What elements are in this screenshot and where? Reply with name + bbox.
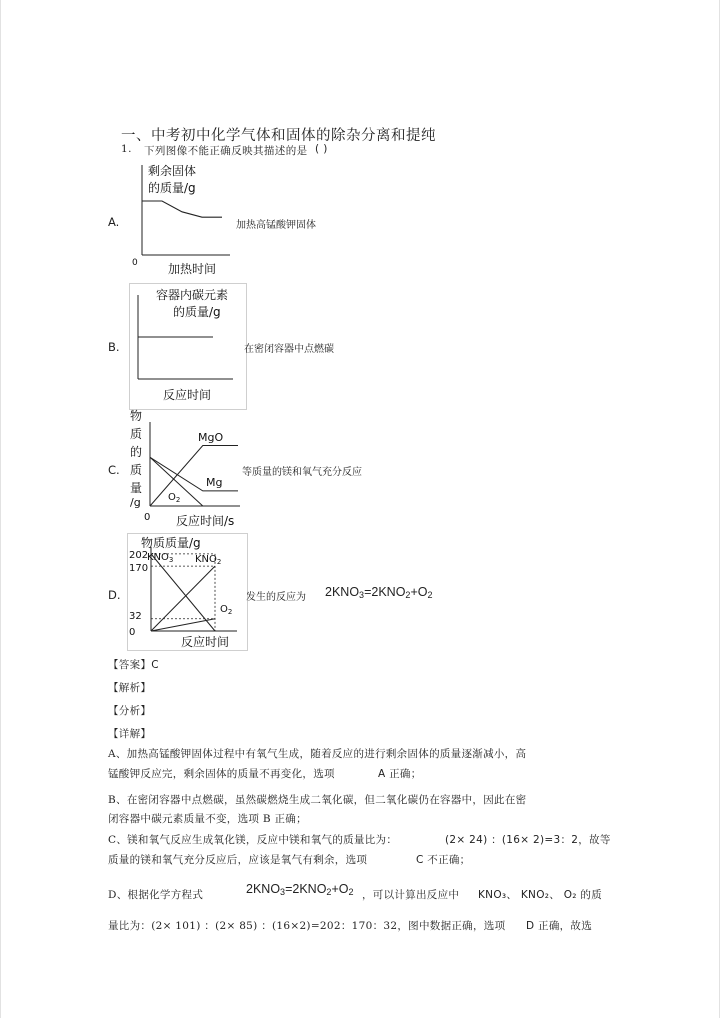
- chart-c: [124, 408, 248, 532]
- option-d-equation: $2KNO_3=2KNO_2+O_2$: [325, 585, 433, 600]
- explanation-d-species: KNO₃、 KNO₂、 O₂ 的质: [478, 889, 603, 901]
- question-paren: ( ): [315, 143, 328, 155]
- option-c-letter: C.: [108, 463, 120, 477]
- chart-c-ylabel-5: 量: [130, 481, 143, 495]
- chart-d-line-kno3: [151, 554, 215, 631]
- chart-b: [129, 283, 245, 408]
- chart-d-ytick-32: 32: [129, 611, 142, 622]
- explanation-d-equation: $2KNO_3=2KNO_2+O_2$: [246, 882, 354, 897]
- chart-d-line-kno2: [151, 566, 215, 631]
- option-c-description: 等质量的镁和氧气充分反应: [242, 467, 362, 478]
- chart-c-ylabel-6: /g: [130, 496, 141, 509]
- chart-c-label-mgo: MgO: [198, 431, 224, 444]
- chart-c-xlabel: 反应时间/s: [176, 514, 235, 528]
- chart-d-label-kno3: $KNO_3$: [147, 552, 174, 564]
- chart-c-line-mg: [150, 457, 238, 491]
- chart-d-origin: 0: [129, 627, 136, 638]
- chart-a-xlabel: 加热时间: [168, 262, 217, 276]
- chart-d-ylabel: 物质质量/g: [141, 536, 201, 550]
- option-a-description: 加热高锰酸钾固体: [236, 220, 316, 231]
- option-b-letter: B.: [108, 340, 120, 354]
- chart-c-ylabel-3: 的: [130, 445, 143, 459]
- explanation-a-line2: 锰酸钾反应完，剩余固体的质量不再变化，选项: [108, 768, 335, 780]
- question-number: 1.: [121, 143, 132, 155]
- answer-value: C: [151, 659, 159, 671]
- chart-c-ylabel-1: 物: [130, 409, 143, 423]
- chart-c-origin: 0: [144, 512, 151, 523]
- detail-label: 【详解】: [108, 728, 152, 740]
- option-b-description: 在密闭容器中点燃碳: [244, 344, 334, 355]
- question-stem: 下列图像不能正确反映其描述的是: [144, 145, 308, 157]
- option-d-description: 发生的反应为: [246, 592, 306, 603]
- chart-c-label-o2: $O_2$: [168, 492, 181, 504]
- explanation-d-line2: 量比为：(2× 101) ：(2× 85) ：(16×2)=202：170：32，图中数据正确，选项: [108, 920, 506, 932]
- explanation-a-line1: A、加热高锰酸钾固体过程中有氧气生成，随着反应的进行剩余固体的质量逐渐减小，高: [108, 748, 527, 760]
- explanation-c-result: C 不正确；: [416, 854, 471, 866]
- explanation-a-result: A 正确；: [378, 768, 422, 780]
- explanation-c-line1: C、镁和氧气反应生成氧化镁，反应中镁和氧气的质量比为：: [108, 834, 398, 846]
- chart-d-xlabel: 反应时间: [181, 635, 230, 649]
- chart-c-label-mg: Mg: [206, 476, 223, 489]
- option-a-letter: A.: [108, 215, 120, 229]
- chart-d: [127, 533, 246, 649]
- chart-d-label-o2: $O_2$: [220, 604, 233, 616]
- explanation-d-line1: D、根据化学方程式: [108, 889, 204, 901]
- explanation-d-result: D 正确，故选: [526, 920, 593, 932]
- chart-a-series-line: [142, 201, 222, 217]
- chart-c-ylabel-2: 质: [130, 427, 143, 441]
- chart-b-ylabel-2: 的质量/g: [173, 305, 221, 319]
- explanation-b-line2: 闭容器中碳元素质量不变，选项 B 正确；: [108, 813, 307, 825]
- chart-c-ylabel-4: 质: [130, 463, 143, 477]
- answer-label: 【答案】: [108, 659, 152, 671]
- analysis-label: 【解析】: [108, 682, 152, 694]
- option-d-letter: D.: [108, 588, 121, 602]
- section-title: 一、中考初中化学气体和固体的除杂分离和提纯: [121, 128, 436, 144]
- answer-line: [108, 657, 159, 672]
- explanation-c-line2: 质量的镁和氧气充分反应后，应该是氧气有剩余，选项: [108, 854, 368, 866]
- chart-c-line-mgo: [150, 446, 238, 506]
- chart-d-label-kno2: $KNO_2$: [195, 554, 222, 566]
- explanation-b-line1: B、在密闭容器中点燃碳，虽然碳燃烧生成二氧化碳，但二氧化碳仍在容器中，因此在密: [108, 794, 527, 806]
- explanation-d-line1b: ，可以计算出反应中: [362, 889, 460, 901]
- page-border-left: [0, 0, 1, 1018]
- chart-a-ylabel-2: 的质量/g: [148, 181, 196, 195]
- chart-d-ytick-202: 202: [129, 550, 149, 561]
- chart-d-ytick-170: 170: [129, 563, 149, 574]
- explanation-c-ratio: (2× 24) ：(16× 2)=3：2，故等: [445, 834, 611, 846]
- chart-b-xlabel: 反应时间: [163, 388, 212, 402]
- chart-a-origin: 0: [132, 258, 138, 268]
- fenxi-label: 【分析】: [108, 705, 152, 717]
- chart-b-ylabel-1: 容器内碳元素: [156, 288, 229, 302]
- chart-a: [126, 161, 238, 279]
- chart-a-ylabel-1: 剩余固体: [148, 164, 197, 178]
